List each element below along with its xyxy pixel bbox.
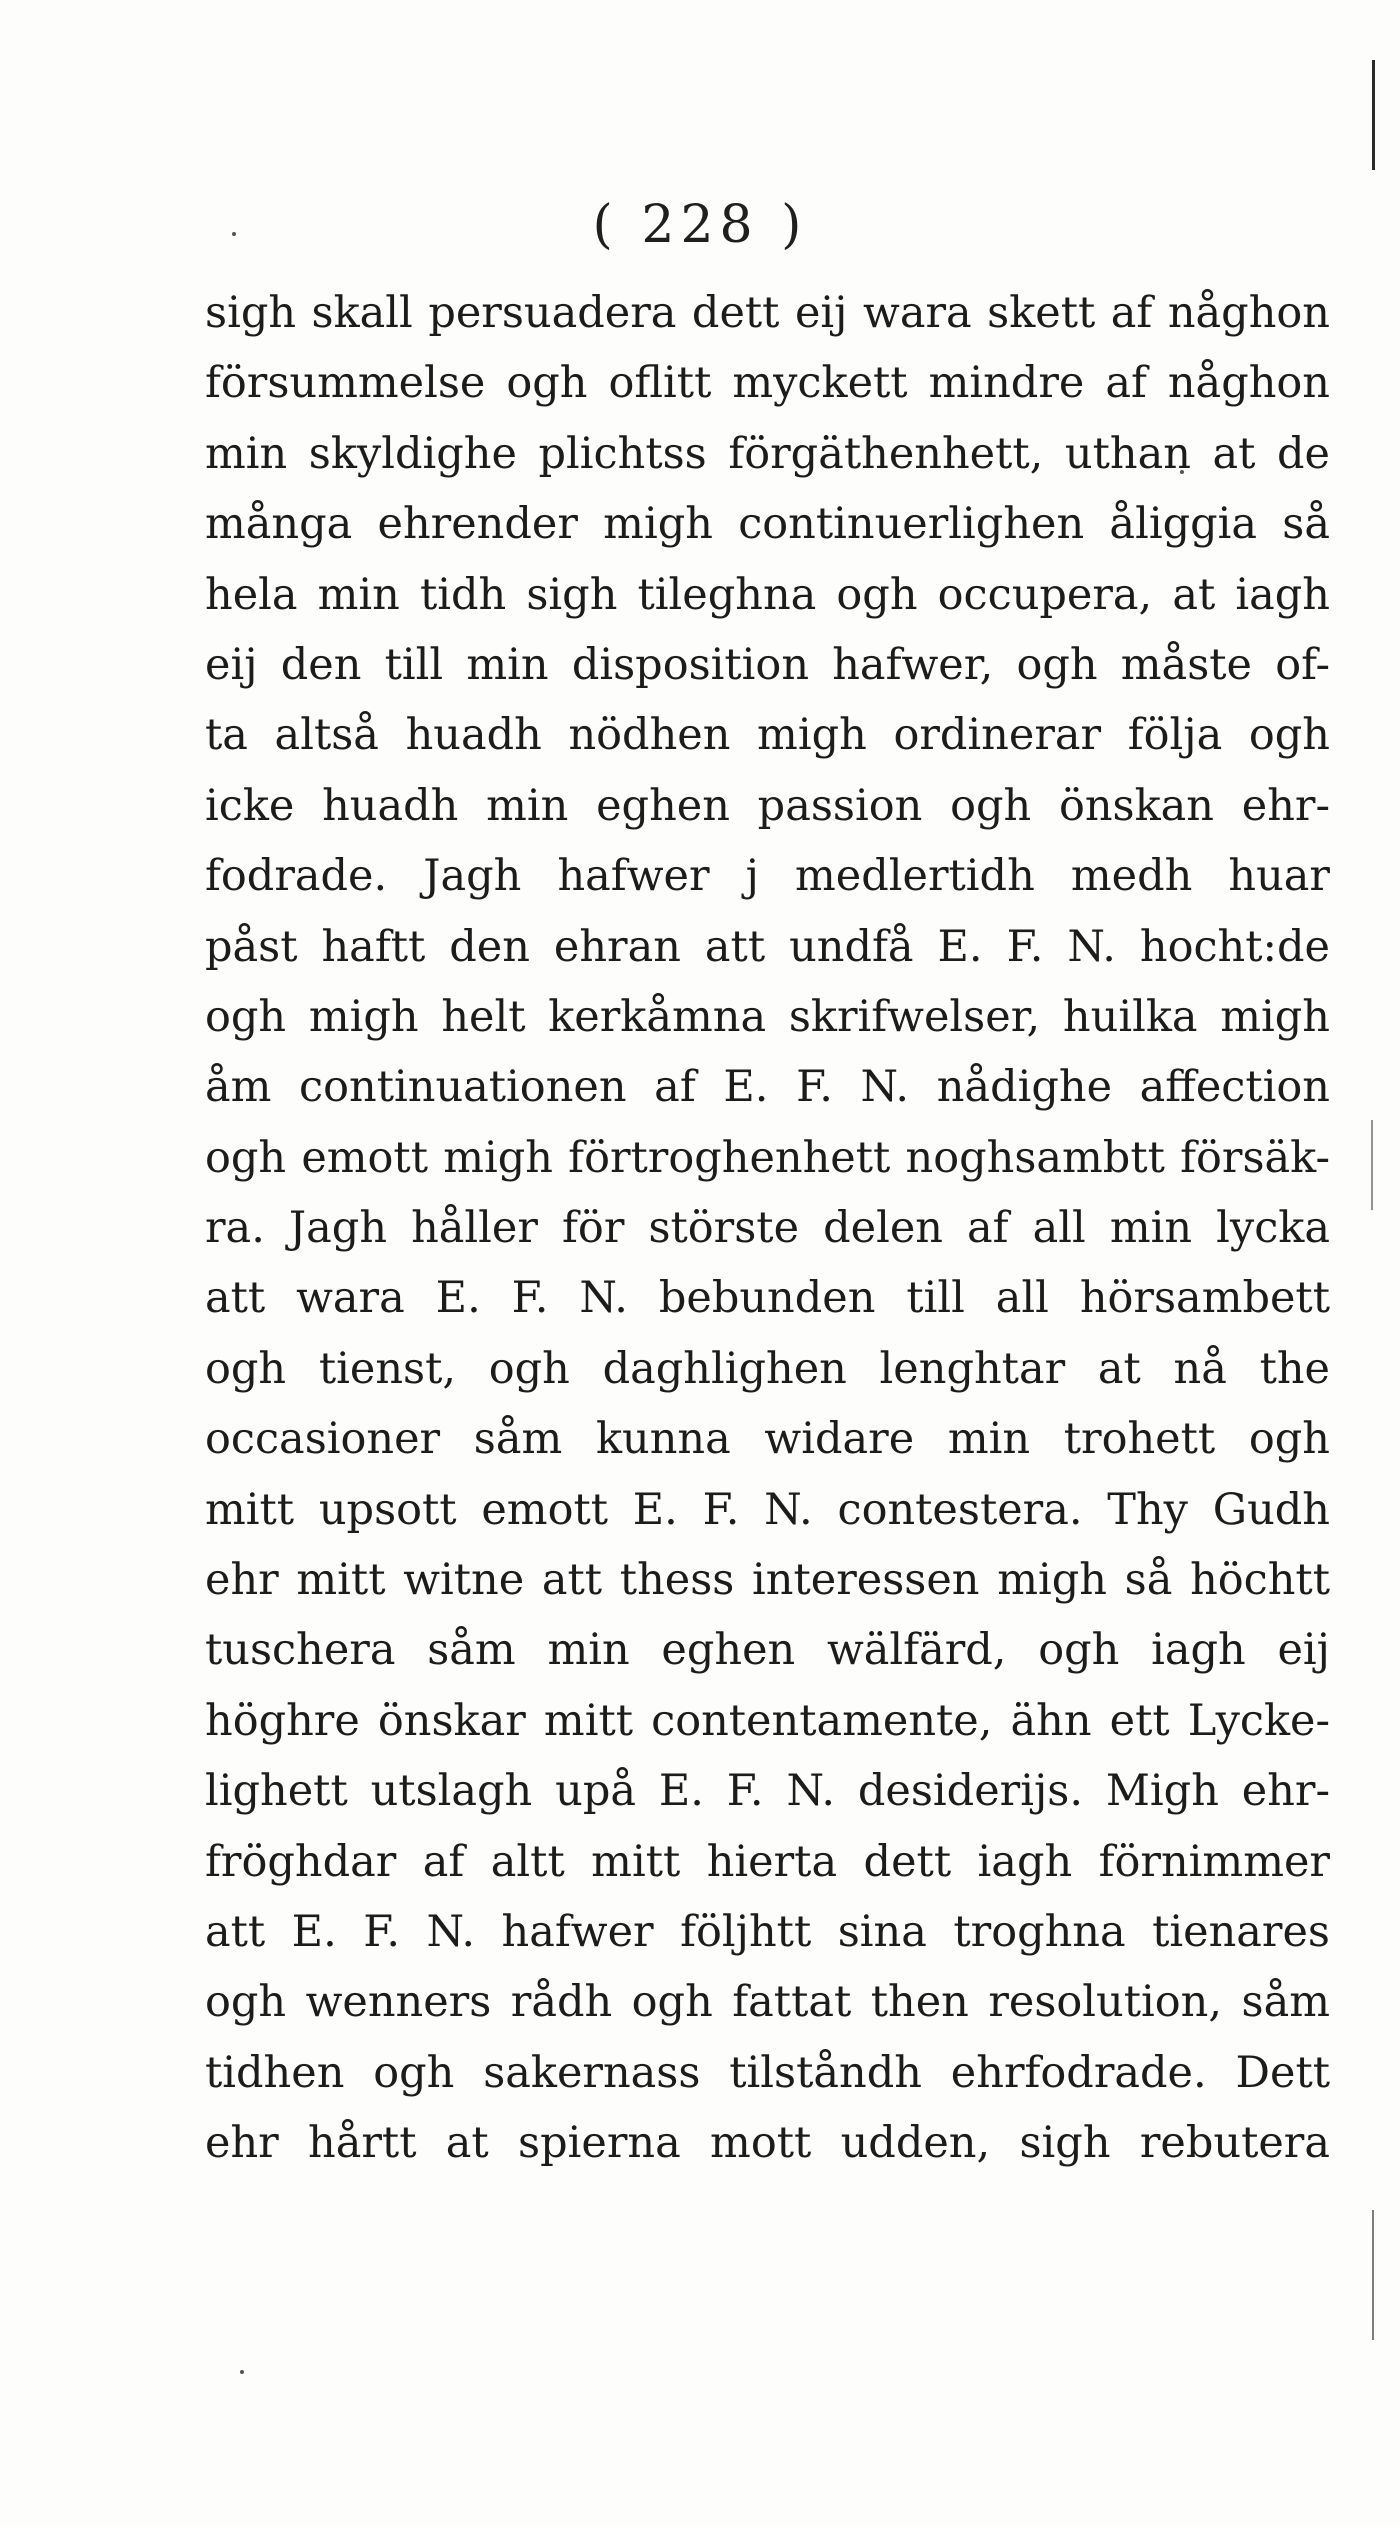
text-line: åm continuationen af E. F. N. nådighe affection (205, 1062, 1330, 1113)
text-line: ehr mitt witne att thess interessen migh så höchtt (205, 1555, 1330, 1606)
text-line: lighett utslagh upå E. F. N. desiderijs. Migh ehr- (205, 1766, 1330, 1817)
page-edge-mark (1371, 1120, 1373, 1210)
text-line: många ehrender migh continuerlighen åliggia så (205, 499, 1330, 550)
text-line: höghre önskar mitt contentamente, ähn ett Lycke- (205, 1695, 1330, 1746)
text-line: sigh skall persuadera dett eij wara skett af någhon (205, 288, 1330, 338)
text-line: icke huadh min eghen passion ogh önskan ehr- (205, 780, 1330, 831)
text-line: ogh emott migh förtroghenhett noghsambtt försäk- (205, 1132, 1330, 1183)
text-line: eij den till min disposition hafwer, ogh måste of- (205, 639, 1330, 690)
text-line: min skyldighe plichtss förgäthenhett, uthan at de (205, 428, 1330, 479)
text-line: ta altså huadh nödhen migh ordinerar följa ogh (205, 710, 1330, 761)
text-line: hela min tidh sigh tileghna ogh occupera, at iagh (205, 569, 1330, 620)
text-line: tuschera såm min eghen wälfärd, ogh iagh eij (205, 1625, 1330, 1676)
page-edge-mark (1372, 60, 1375, 170)
text-line: tidhen ogh sakernass tilståndh ehrfodrade. Dett (205, 2047, 1330, 2098)
text-line: ogh migh helt kerkåmna skrifwelser, huilka migh (205, 991, 1330, 1042)
text-line: att E. F. N. hafwer följhtt sina troghna tienares (205, 1906, 1330, 1957)
text-line: fodrade. Jagh hafwer j medlertidh medh huar (205, 851, 1330, 902)
text-line: försummelse ogh oflitt myckett mindre af någhon (205, 358, 1330, 409)
text-line: occasioner såm kunna widare min trohett ogh (205, 1414, 1330, 1465)
page-number: ( 228 ) (592, 195, 808, 255)
body-text (205, 278, 1330, 2179)
text-line: ogh wenners rådh ogh fattat then resolution, såm (205, 1977, 1330, 2028)
text-line: fröghdar af altt mitt hierta dett iagh förnimmer (205, 1836, 1330, 1887)
text-line: mitt upsott emott E. F. N. contestera. Thy Gudh (205, 1484, 1330, 1535)
text-line: ehr hårtt at spierna mott udden, sigh rebutera (205, 2118, 1330, 2169)
text-line: ra. Jagh håller för störste delen af all min lycka (205, 1203, 1330, 1254)
page-edge-mark (1372, 2210, 1374, 2340)
text-line: att wara E. F. N. bebunden till all hörsambett (205, 1273, 1330, 1324)
text-line: ogh tienst, ogh daghlighen lenghtar at nå the (205, 1343, 1330, 1394)
print-speck (240, 2370, 244, 2374)
text-line: påst haftt den ehran att undfå E. F. N. hocht:de (205, 921, 1330, 972)
